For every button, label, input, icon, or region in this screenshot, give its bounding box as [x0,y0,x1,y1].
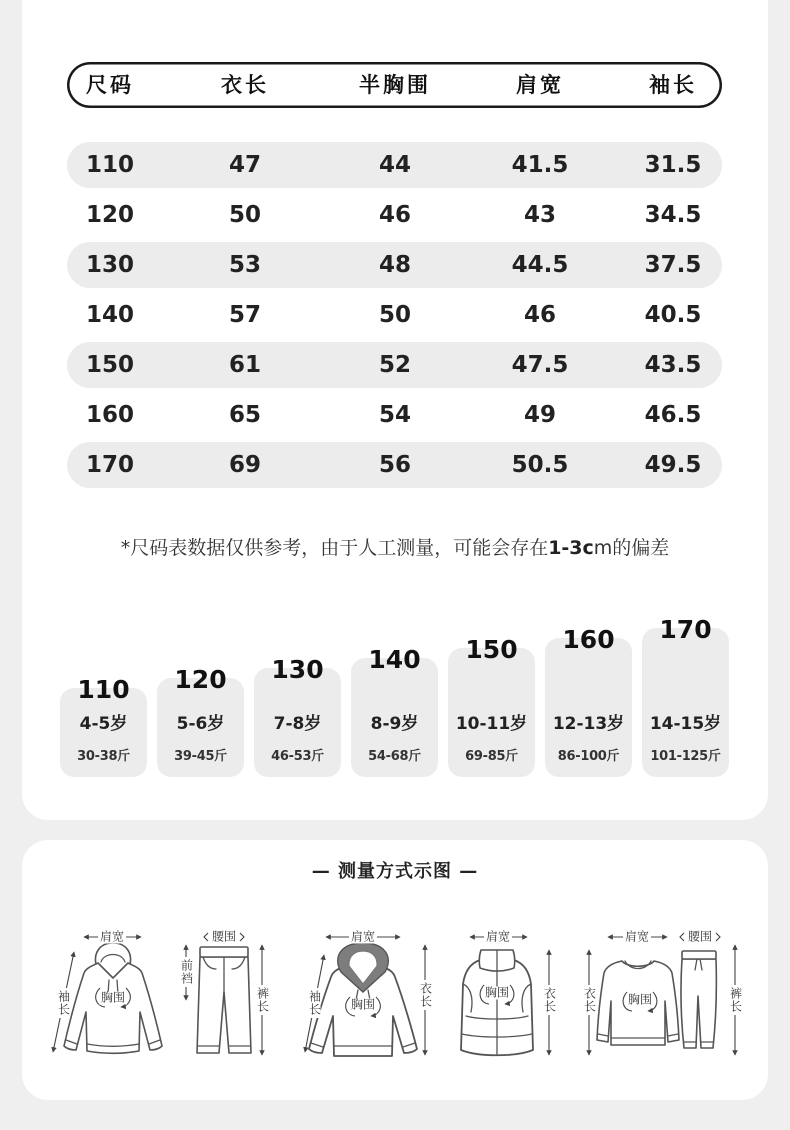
chest-label: 胸围 [484,985,510,1000]
size-guide-age: 5-6岁 [176,714,225,734]
table-cell: 44.5 [511,252,569,278]
table-cell: 53 [228,252,261,278]
pants-length-label: 裤长 [728,987,743,1013]
size-table-header [67,62,722,108]
pants-icon [197,947,251,1053]
table-cell: 40.5 [644,302,702,328]
header-size: 尺码 [86,73,134,97]
waist-label: 腰围 [211,929,237,944]
table-cell: 44 [378,152,411,178]
table-cell: 120 [85,202,134,228]
measurement-guide-title: — 测量方式示图 — [311,861,479,882]
table-cell: 150 [85,352,134,378]
size-guide-weight: 46-53斤 [271,749,324,764]
table-row [67,142,722,188]
table-cell: 50 [378,302,411,328]
table-cell: 47.5 [511,352,569,378]
size-guide-weight: 30-38斤 [77,749,130,764]
size-guide-card [642,614,729,777]
table-cell: 49 [523,402,556,428]
table-cell: 43.5 [644,352,702,378]
table-cell: 61 [228,352,261,378]
size-guide-age: 7-8岁 [273,714,322,734]
size-guide-weight: 86-100斤 [557,749,620,764]
hood [95,943,130,968]
measurement-disclaimer [0,536,790,560]
table-row [67,392,722,438]
table-cell: 170 [85,452,134,478]
table-row [67,242,722,288]
table-cell: 46 [523,302,556,328]
size-guide-size: 130 [271,655,324,684]
sleeve-label: 袖长 [307,990,322,1016]
size-guide-card [448,634,535,777]
table-row [67,342,722,388]
disclaimer-tolerance: 1-3c [548,537,594,559]
hoodie-body [64,963,162,1053]
table-cell: 47 [228,152,261,178]
table-cell: 41.5 [511,152,569,178]
size-guide-card [545,624,632,777]
size-guide-size: 160 [562,625,615,654]
header-shoulder: 肩宽 [516,73,564,97]
table-cell: 49.5 [644,452,702,478]
pants-length-label: 裤长 [255,987,270,1013]
header-half-chest: 半胸围 [359,73,431,97]
table-cell: 34.5 [644,202,702,228]
table-cell: 69 [228,452,261,478]
shoulder-label: 肩宽 [485,929,511,944]
jogger-legs [681,959,716,1048]
table-cell: 50.5 [511,452,569,478]
table-row [67,442,722,488]
table-cell: 43 [523,202,556,228]
size-guide-size: 140 [368,645,421,674]
size-guide-size: 110 [77,675,130,704]
size-guide-size: 170 [659,615,712,644]
size-guide-age: 14-15岁 [649,714,722,734]
table-cell: 130 [85,252,134,278]
size-guide-age: 12-13岁 [552,714,625,734]
size-guide-age: 4-5岁 [79,714,128,734]
table-row [67,192,722,238]
table-cell: 46 [378,202,411,228]
table-row [67,292,722,338]
jogger-waistband [682,951,716,959]
table-cell: 57 [228,302,261,328]
table-cell: 46.5 [644,402,702,428]
waistband [200,947,248,957]
table-cell: 50 [228,202,261,228]
disclaimer-text: *尺码表数据仅供参考，由于人工测量，可能会存在 [120,537,549,559]
size-guide-card [254,654,341,777]
table-cell: 110 [85,152,134,178]
disclaimer-suffix: m的偏差 [593,537,670,559]
vest-icon [461,950,533,1055]
table-cell: 140 [85,302,134,328]
body-length-label: 衣长 [542,987,557,1013]
table-cell: 56 [378,452,411,478]
body-length-label: 衣长 [418,982,433,1008]
size-guide-size: 120 [174,665,227,694]
size-guide-card [60,674,147,777]
table-cell: 37.5 [644,252,702,278]
header-sleeve: 袖长 [649,73,697,97]
table-cell: 52 [378,352,411,378]
front-rise-label: 前裆 [179,959,194,985]
size-guide-weight: 54-68斤 [368,749,421,764]
size-guide-weight: 69-85斤 [465,749,518,764]
size-guide-age: 8-9岁 [370,714,419,734]
chest-label: 胸围 [627,992,653,1007]
sleeve-label: 袖长 [56,990,71,1016]
size-guide-card [157,664,244,777]
table-cell: 31.5 [644,152,702,178]
table-cell: 48 [378,252,411,278]
size-guide-weight: 39-45斤 [174,749,227,764]
shoulder-label: 肩宽 [99,929,125,944]
chest-label: 胸围 [100,990,126,1005]
size-guide-size: 150 [465,635,518,664]
size-guide-card [351,644,438,777]
size-guide-weight: 101-125斤 [650,749,721,764]
body-length-label: 衣长 [582,987,597,1013]
measurement-illustrations [0,840,790,1100]
waist-label: 腰围 [687,929,713,944]
shoulder-label: 肩宽 [624,929,650,944]
chest-label: 胸围 [350,997,376,1012]
header-length: 衣长 [221,73,269,97]
table-cell: 65 [228,402,261,428]
table-cell: 54 [378,402,411,428]
table-cell: 160 [85,402,134,428]
shoulder-label: 肩宽 [350,929,376,944]
size-guide-age: 10-11岁 [455,714,528,734]
